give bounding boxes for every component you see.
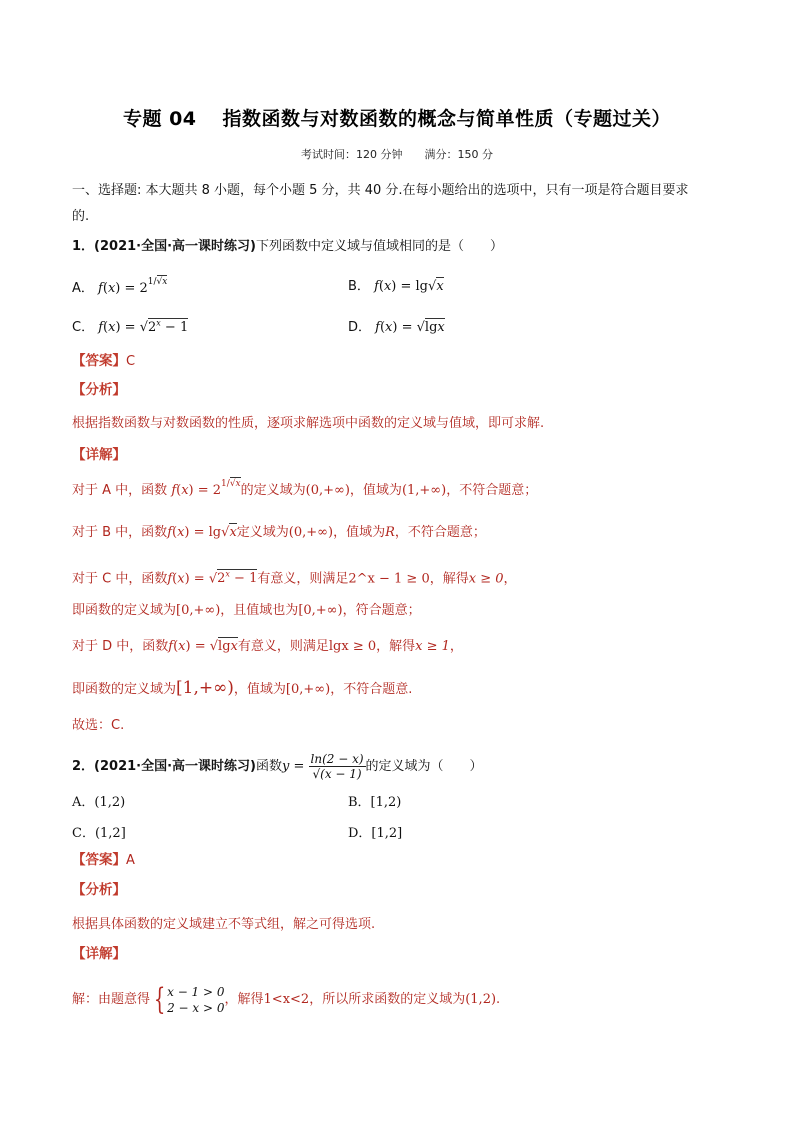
detail-d-sol: x ≥ 1 [415, 639, 450, 654]
q1-answer-value: C [126, 354, 136, 369]
answer-tag: 【答案】 [72, 353, 126, 369]
q2-detail-tag-text: 【详解】 [72, 946, 126, 962]
q1-analysis-tag [72, 381, 126, 400]
q1-option-d-label: D． [348, 320, 372, 335]
detail-a-domain: (0,+∞) [305, 483, 350, 498]
detail-a-range: (1,+∞) [401, 483, 447, 498]
q2-analysis-tag [72, 881, 126, 900]
q1-option-c-formula: f [98, 320, 104, 335]
detail-d-mid: 有意义，则满足 [237, 639, 329, 654]
q1-stem-line [72, 238, 503, 256]
q2-stem-prefix: 函数 [256, 759, 283, 774]
q2-fraction [309, 752, 366, 781]
q1-answer [72, 352, 135, 371]
q2-frac-den: √(x − 1) [312, 767, 362, 781]
detail-a-mid: 的定义域为 [240, 483, 306, 498]
left-brace-icon: { [153, 981, 166, 1017]
q2-y-eq: y = [282, 759, 305, 774]
q1-option-c-label: C． [72, 320, 95, 335]
detail-b-mid2: ，值域为 [333, 525, 386, 540]
q2-option-c: C．(1,2] [72, 826, 126, 841]
q2-detail-tag [72, 945, 126, 964]
detail-c2-range: [0,+∞) [298, 603, 343, 618]
detail-d2-mid: ，值域为 [233, 682, 286, 697]
q2-analysis-tag-text: 【分析】 [72, 882, 126, 898]
q1-detail-b: 对于 B 中，函数f(x) = lg√x定义域为(0,+∞)，值域为R，不符合题意； [72, 525, 486, 540]
q2-answer-value: A [126, 853, 135, 868]
detail-b-prefix: 对于 B 中，函数 [72, 525, 168, 540]
q2-number: 2． [72, 759, 95, 774]
q2-answer-tag: 【答案】 [72, 852, 126, 868]
full-marks: 满分：150 分 [424, 148, 493, 161]
q1-option-b-formula: f [374, 279, 379, 294]
q2-ineq1: x − 1 > 0 [167, 984, 225, 999]
q2-option-a: A．(1,2) [72, 795, 126, 810]
detail-c2-domain: [0,+∞) [176, 603, 221, 618]
q2-ineq2: 2 − x > 0 [167, 1000, 225, 1015]
detail-tag: 【详解】 [72, 447, 126, 463]
q1-stem: 下列函数中定义域与值域相同的是（ ） [256, 239, 504, 254]
analysis-tag: 【分析】 [72, 382, 126, 398]
q2-stem-line [72, 752, 483, 781]
q2-option-d: D．[1,2] [348, 826, 403, 841]
q1-detail-d2 [72, 679, 412, 699]
title-prefix: 专题 04 [122, 108, 197, 130]
q1-detail-c: 对于 C 中，函数$f(x) = √2^x - 1$有意义，则满足2^x − 1 ≥ 0，解得x ≥ 0， [72, 570, 517, 587]
exam-time: 考试时间：120 分钟 [301, 148, 403, 161]
q2-source: (2021·全国·高一课时练习) [94, 759, 256, 774]
detail-c-prefix: 对于 C 中，函数 [72, 571, 168, 587]
detail-c2-mid: ，且值域也为 [220, 603, 299, 618]
detail-d-end: ， [449, 639, 463, 654]
q2-detail [72, 982, 500, 1018]
detail-d2-end: ，不符合题意. [330, 682, 413, 697]
detail-d-mid2: ，解得 [376, 639, 416, 654]
q2-detail-mid2: ，所以所求函数的定义域为 [309, 992, 466, 1007]
detail-b-end: ，不符合题意； [394, 525, 486, 540]
q2-option-b: B．[1,2) [348, 795, 402, 810]
q2-stem-suffix: 的定义域为（ ） [365, 759, 483, 774]
detail-b-domain: (0,+∞) [288, 525, 334, 540]
q2-detail-mid: ，解得 [224, 992, 264, 1007]
detail-b-range: R [385, 525, 395, 540]
q1-option-d: D． f(x) = √lgx [348, 320, 445, 335]
q1-detail-a: 对于 A 中，函数 $f(x) = 2^{1/√x}$的定义域为(0,+∞)，值域为(1,+∞)，不符合题意； [72, 479, 538, 498]
detail-c-cond: 2^x − 1 ≥ 0 [348, 571, 430, 587]
q1-detail-c2 [72, 602, 421, 620]
detail-c2-prefix: 即函数的定义域为 [72, 603, 177, 618]
q1-option-c: C． $f(x) = √2^x - 1$ [72, 318, 189, 335]
q2-detail-domain: (1,2) [465, 992, 497, 1007]
q2-analysis: 根据具体函数的定义域建立不等式组，解之可得选项. [72, 917, 376, 932]
q1-option-b: B． f(x) = lg√x [348, 279, 444, 294]
q2-detail-sol: 1<x<2 [263, 992, 310, 1007]
detail-a-mid2: ，值域为 [349, 483, 402, 498]
q2-frac-num: ln(2 − x) [310, 752, 364, 766]
q1-source: (2021·全国·高一课时练习) [94, 239, 256, 254]
q2-detail-prefix: 解：由题意得 [72, 992, 151, 1007]
detail-a-end: ，不符合题意； [446, 483, 538, 498]
q1-option-a: A． $f(x) = 2^{1/√x}$ [72, 277, 168, 296]
detail-d2-domain: [1,+∞) [176, 678, 234, 698]
detail-c2-end: ，符合题意； [342, 603, 421, 618]
exam-info [0, 146, 794, 162]
section-intro-line1: 一、选择题: 本大题共 8 小题，每个小题 5 分，共 40 分.在每小题给出的选项中，只有一项是符合题目要求 [72, 183, 689, 198]
detail-d-cond: lgx ≥ 0 [328, 639, 377, 654]
q1-detail-d: 对于 D 中，函数f(x) = √lgx有意义，则满足lgx ≥ 0，解得x ≥ 1， [72, 639, 463, 654]
detail-d2-range: [0,+∞) [285, 682, 331, 697]
detail-c-end: ， [503, 571, 517, 587]
q1-conclusion: 故选：C. [72, 718, 125, 733]
section-intro-line2: 的. [72, 209, 90, 224]
title-main: 指数函数与对数函数的概念与简单性质（专题过关） [222, 108, 672, 130]
q1-option-a-label: A． [72, 281, 94, 296]
detail-d2-prefix: 即函数的定义域为 [72, 682, 177, 697]
q2-answer [72, 851, 135, 870]
q1-detail-tag [72, 446, 126, 465]
q2-inequality-system [167, 984, 224, 1016]
q2-detail-end: . [496, 992, 501, 1007]
q1-analysis: 根据指数函数与对数函数的性质，逐项求解选项中函数的定义域与值域，即可求解. [72, 416, 545, 431]
detail-c-sol: x ≥ 0 [468, 571, 504, 587]
detail-c-mid: 有意义，则满足 [257, 571, 349, 587]
q1-number: 1． [72, 239, 95, 254]
q1-option-d-formula: f [375, 320, 380, 335]
page-title [0, 104, 794, 131]
detail-c-mid2: ，解得 [429, 571, 469, 587]
q1-option-b-label: B． [348, 279, 370, 294]
detail-a-prefix: 对于 A 中，函数 [72, 483, 168, 498]
q1-option-a-formula: f [98, 281, 103, 296]
detail-d-prefix: 对于 D 中，函数 [72, 639, 169, 654]
detail-b-mid: 定义域为 [236, 525, 289, 540]
